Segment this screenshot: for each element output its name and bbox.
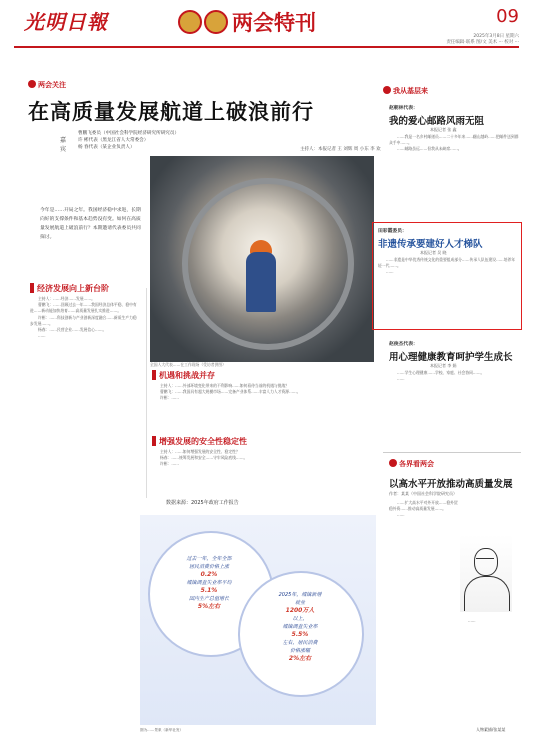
story2-byline: 本报记者 吴 晓 (420, 250, 447, 255)
stat-line: 过去一年，全年全部 (186, 556, 232, 562)
guest-label: 嘉宾 (60, 137, 67, 153)
national-emblem-icon (204, 10, 228, 34)
infographic-caption: 图为……景象（新华社发） (140, 728, 184, 732)
stat-line: 2025年，城镇新增 (278, 592, 322, 598)
section-head-2: 机遇和挑战并存 (152, 370, 215, 381)
stat-line: 城镇调查失业率 (282, 624, 318, 630)
stat-value: 5.1% (200, 587, 218, 594)
right-section-tag-2: 各界看两会 (389, 459, 434, 469)
story4-headline[interactable]: 以高水平开放推动高质量发展 (389, 479, 513, 490)
story1-byline: 本报记者 张 鑫 (430, 127, 457, 132)
main-photo (150, 156, 374, 362)
stats-circle-2-text (250, 591, 350, 663)
right-separator (383, 452, 521, 453)
guest-bylines (78, 130, 298, 151)
stat-line: 左右，居民消费 (282, 640, 318, 646)
stats-circle-1-text (156, 555, 262, 611)
stat-line: 就业 (294, 600, 305, 606)
portrait-glasses (476, 558, 494, 564)
article-intro: 今年是……开局之年。我国经济稳中求进，长期向好的支撑条件和基本趋势没有变。如何在高质量发展航道上破浪前行？本期邀请代表委员共同探讨。 (40, 208, 141, 240)
infographic-source: 数据来源：2025年政府工作报告 (166, 500, 239, 506)
section-head-3: 增强发展的安全性稳定性 (152, 436, 247, 447)
right-section-tag: 我从基层来 (383, 86, 428, 96)
stat-line: 国内生产总值增长 (188, 596, 229, 602)
page-number: 09 (496, 6, 519, 27)
body-col-1: 主持人：……经济……发展……。 曹鹏飞：……回顾过去一年……我国经济总体平稳、稳中有进……新动能加快培育……高质量发展扎实推进……。 许彬：……科技创新与产业创新深度融合……新质生产力稳步发展……。 杨春：……民营企业……发展信心……。 …… (30, 296, 137, 339)
author-portrait (460, 534, 512, 612)
worker-figure (246, 252, 276, 312)
story1-headline[interactable]: 我的爱心邮路风雨无阻 (389, 116, 485, 127)
story3-kicker: 赵俊杰代表： (389, 342, 418, 347)
stat-value: 1200万人 (285, 607, 315, 614)
infographic (140, 515, 376, 725)
portrait-body (464, 576, 510, 611)
section-head-1: 经济发展向上新台阶 (30, 283, 109, 294)
story4-body-2: …… (468, 618, 476, 623)
host-reporter: 主持人：本报记者 王 刘辉 周 小东 李 欢 (300, 147, 381, 152)
story3-headline[interactable]: 用心理健康教育呵护学生成长 (389, 352, 513, 363)
stat-value: 2%左右 (288, 655, 312, 662)
story1-body: ……我是一名乡村邮递员……二十多年来……翻山越岭……把邮件送到群众手中……。 ……邮路虽远……但我从未缺席……。 (389, 134, 519, 152)
story3-byline: 本报记者 李 娟 (430, 363, 457, 368)
story2-body: ……非遗是中华优秀传统文化的重要组成部分……传承人队伍建设……培养年轻一代……。 …… (378, 257, 516, 275)
dateline-date: 2025年3月8日 星期六 (473, 34, 519, 39)
body-col-3: 主持人：……如何增强发展的安全性、稳定性？ 杨春：……统筹发展和安全……守牢风险底线……。 许彬：…… (160, 449, 248, 467)
author-note: 人物素描/张某某 (476, 727, 506, 732)
byline-2: 许 彬代表（黑龙江省人大常委会） (78, 138, 149, 143)
story2-headline[interactable]: 非遗传承要建好人才梯队 (378, 239, 483, 250)
main-headline[interactable]: 在高质量发展航道上破浪前行 (28, 99, 314, 124)
body-col-2: 主持人：……外部环境变化带来的不利影响……如何看待当前的机遇与挑战？ 曹鹏飞：……我国具有超大规模市场……完备产业体系……丰富人力人才资源……。 许彬：…… (160, 383, 301, 401)
party-emblem-icon (178, 10, 202, 34)
stat-value: 5.5% (291, 631, 309, 638)
stat-line: 以上， (292, 616, 308, 622)
column-divider (146, 288, 147, 498)
stat-line: 城镇调查失业率平均 (186, 580, 232, 586)
byline-1: 曹鹏飞委员（中国社会科学院经济研究所研究员） (78, 131, 180, 136)
story4-body: ……扩大高水平对外开放……稳外贸稳外资……推动高质量发展……。 …… (389, 500, 458, 518)
stat-line: 居民消费价格上涨 (188, 564, 229, 570)
dateline (419, 34, 519, 46)
story4-byline: 作者：某某（中国社会科学院研究员） (389, 491, 457, 496)
masthead-rule (14, 46, 519, 48)
newspaper-logo: 光明日報 (24, 10, 108, 34)
story1-kicker: 赵朝林代表： (389, 106, 418, 111)
stat-value: 0.2% (200, 571, 218, 578)
main-section-tag: 两会关注 (28, 80, 66, 90)
masthead (0, 0, 533, 46)
photo-caption: 全国人大代表……在工作现场（受访者供图） (150, 362, 226, 367)
story3-body: ……学生心理健康……学校、家庭、社会协同……。 …… (397, 370, 485, 382)
stat-value: 5%左右 (197, 603, 221, 610)
story2-kicker: 田彩霞委员： (378, 229, 407, 234)
stat-line: 价格涨幅 (289, 648, 310, 654)
byline-3: 杨 春代表（某企业负责人） (78, 145, 135, 150)
section-title: 两会特刊 (232, 11, 316, 35)
dateline-sub: 责任编辑·联系 图/文 美术 ··· 校对 ··· (446, 40, 519, 45)
